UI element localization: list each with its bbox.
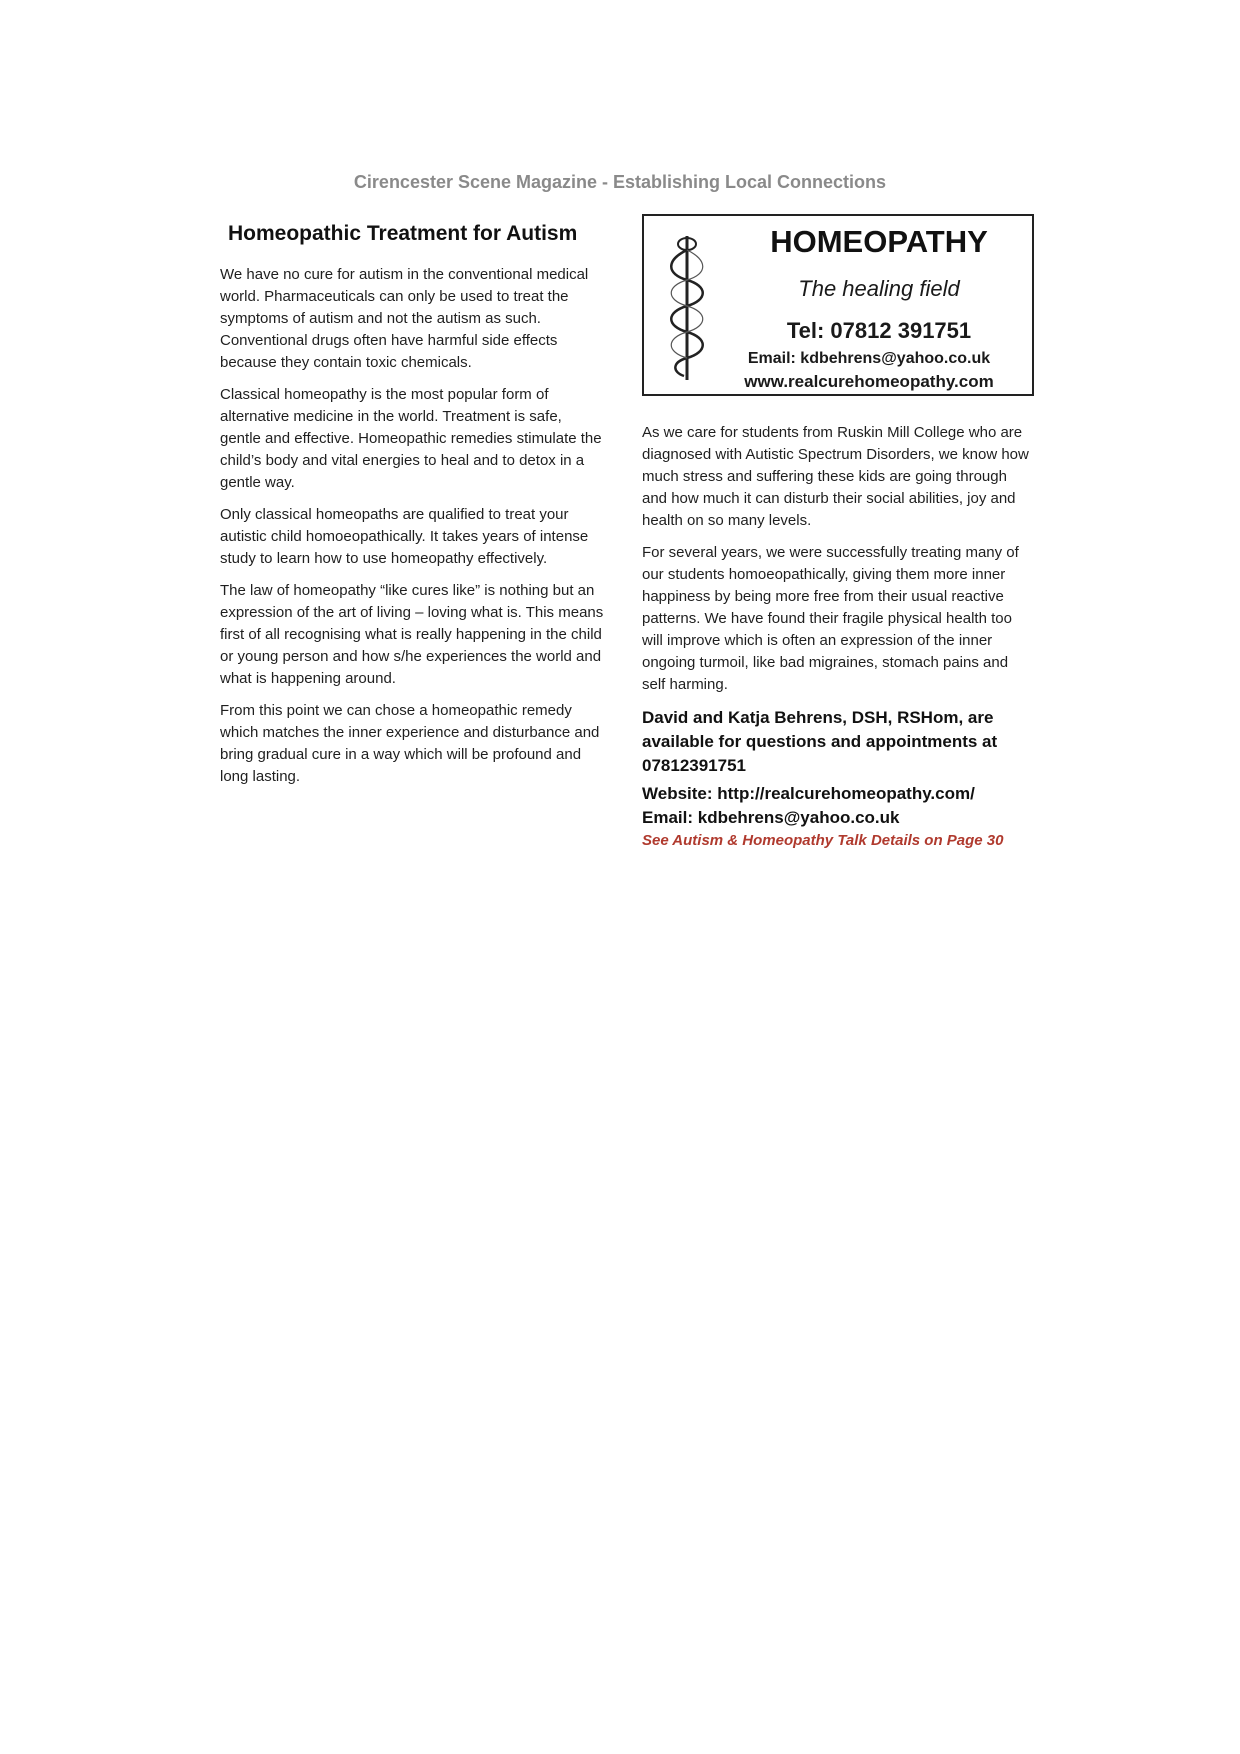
advert-phone: Tel: 07812 391751 [786, 318, 972, 343]
article-paragraph: Only classical homeopaths are qualified to treat your autistic child homoeopathically. It takes years of intense study to learn how to use homeopathy effectively. [220, 506, 589, 567]
advert-tagline: The healing field [798, 276, 960, 301]
article-column [220, 222, 605, 798]
contact-details: David and Katja Behrens, DSH, RSHom, are available for questions and appointments at 07812391751 [642, 708, 998, 775]
email-line: Email: kdbehrens@yahoo.co.uk [642, 808, 900, 827]
right-paragraph: As we care for students from Ruskin Mill College who are diagnosed with Autistic Spectrum Disorders, we know how much stress and suffering these kids are going through and how much it can disturb their social abilities, joy and health on so many levels. [642, 424, 1029, 529]
article-title: Homeopathic Treatment for Autism [228, 222, 578, 245]
right-column [642, 214, 1034, 849]
homeopathy-advert [642, 214, 1034, 396]
caduceus-icon [664, 230, 710, 382]
article-paragraph: The law of homeopathy “like cures like” is nothing but an expression of the art of living – loving what is. This means first of all recognising what is really happening in the child or young person and how s/he experiences the world and what is happening around. [220, 582, 604, 687]
talk-details-note: See Autism & Homeopathy Talk Details on Page 30 [642, 832, 1004, 849]
article-paragraph: Classical homeopathy is the most popular form of alternative medicine in the world. Treatment is safe, gentle and effective. Homeopathic remedies stimulate the child’s body and vital energies to heal and to detox in a gentle way. [220, 386, 602, 491]
advert-website: www.realcurehomeopathy.com [744, 372, 994, 391]
right-paragraph: For several years, we were successfully treating many of our students homoeopathically, giving them more inner happiness by being more free from their usual reactive patterns. We have found their fragile physical health too will improve which is often an expression of the inner ongoing turmoil, like bad migraines, stomach pains and self harming. [642, 544, 1019, 693]
advert-title: HOMEOPATHY [770, 224, 988, 259]
article-paragraph: From this point we can chose a homeopathic remedy which matches the inner experience and disturbance and bring gradual cure in a way which will be profound and long lasting. [220, 702, 600, 785]
magazine-header: Cirencester Scene Magazine - Establishing Local Connections [353, 172, 887, 192]
article-paragraph: We have no cure for autism in the conventional medical world. Pharmaceuticals can only be used to treat the symptoms of autism and not the autism as such. Conventional drugs often have harmful side effects because they contain toxic chemicals. [220, 266, 589, 371]
website-line: Website: http://realcurehomeopathy.com/ [642, 784, 975, 803]
advert-email: Email: kdbehrens@yahoo.co.uk [747, 350, 991, 367]
